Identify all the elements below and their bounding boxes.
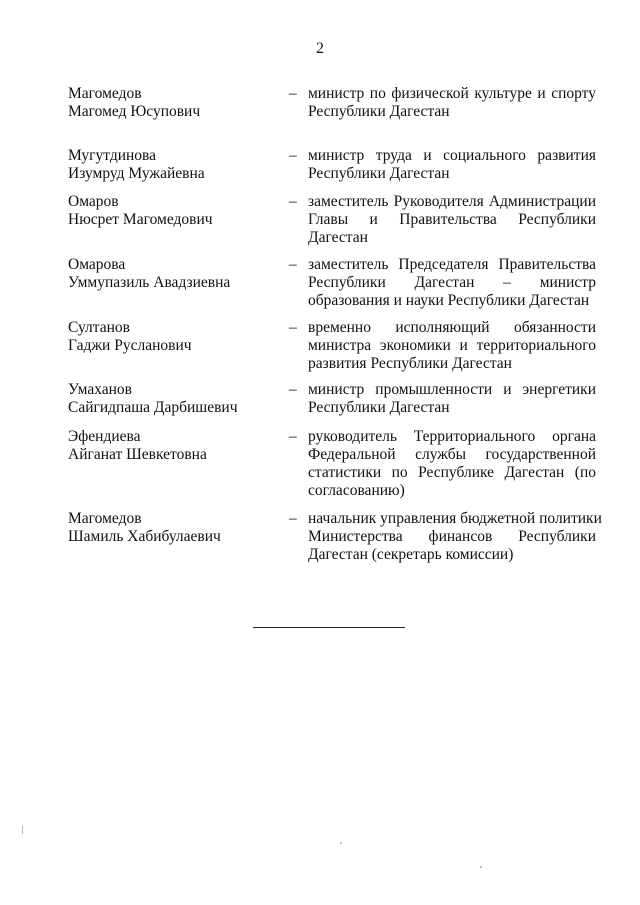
- page-number: 2: [316, 40, 324, 57]
- position-line: Дагестан (секретарь комиссии): [308, 546, 514, 563]
- member-surname: Магомедов: [68, 85, 142, 102]
- member-given-name: Уммупазиль Авадзиевна: [68, 274, 231, 291]
- member-surname: Султанов: [68, 319, 130, 336]
- member-given-name: Изумруд Мужайевна: [68, 165, 205, 182]
- scan-speck: [340, 842, 342, 844]
- position-line: Республики Дагестан: [308, 103, 450, 120]
- position-line: образования и науки Республики Дагестан: [308, 292, 590, 309]
- member-position: [308, 85, 596, 121]
- separator-dash: –: [289, 256, 297, 273]
- position-line: заместитель Председателя Правительства: [308, 256, 596, 273]
- position-line: статистики по Республике Дагестан (по: [308, 464, 596, 481]
- position-line: министр промышленности и энергетики: [308, 381, 596, 398]
- member-surname: Мугутдинова: [68, 147, 157, 164]
- member-given-name: Гаджи Русланович: [68, 337, 192, 354]
- member-surname: Эфендиева: [68, 428, 141, 445]
- position-line: Дагестан: [308, 229, 368, 246]
- member-name: [68, 85, 278, 121]
- position-line: начальник управления бюджетной политики: [308, 510, 602, 527]
- member-given-name: Сайгидпаша Дарбишевич: [68, 399, 238, 416]
- separator-dash: –: [289, 193, 297, 210]
- member-position: [308, 147, 596, 183]
- scan-speck: [22, 826, 23, 834]
- position-line: Республики Дагестан – министр: [308, 274, 596, 291]
- separator-dash: –: [289, 428, 297, 445]
- member-given-name: Шамиль Хабибулаевич: [68, 528, 221, 545]
- member-position: [308, 193, 596, 247]
- member-surname: Омаров: [68, 193, 119, 210]
- position-line: руководитель Территориального органа: [308, 428, 596, 445]
- member-position: [308, 510, 602, 564]
- member-surname: Омарова: [68, 256, 126, 273]
- separator-dash: –: [289, 319, 297, 336]
- member-surname: Умаханов: [68, 381, 132, 398]
- member-given-name: Магомед Юсупович: [68, 103, 201, 120]
- member-name: [68, 256, 278, 292]
- position-line: Главы и Правительства Республики: [308, 211, 596, 228]
- separator-dash: –: [289, 147, 297, 164]
- position-line: Республики Дагестан: [308, 165, 450, 182]
- position-line: Министерства финансов Республики: [308, 528, 596, 545]
- member-name: [68, 147, 278, 183]
- member-given-name: Айганат Шевкетовна: [68, 446, 207, 463]
- member-position: [308, 319, 596, 373]
- position-line: министр по физической культуре и спорту: [308, 85, 596, 102]
- member-name: [68, 319, 278, 355]
- position-line: согласованию): [308, 482, 405, 499]
- member-given-name: Нюсрет Магомедович: [68, 211, 213, 228]
- member-name: [68, 381, 278, 417]
- scan-speck: [480, 866, 482, 868]
- separator-dash: –: [289, 381, 297, 398]
- member-position: [308, 256, 596, 310]
- position-line: министр труда и социального развития: [308, 147, 596, 164]
- position-line: развития Республики Дагестан: [308, 355, 512, 372]
- separator-dash: –: [289, 510, 297, 527]
- closing-rule: [253, 627, 405, 628]
- position-line: временно исполняющий обязанности: [308, 319, 596, 336]
- member-name: [68, 428, 278, 464]
- member-name: [68, 510, 278, 546]
- position-line: министра экономики и территориального: [308, 337, 596, 354]
- member-surname: Магомедов: [68, 510, 142, 527]
- member-name: [68, 193, 278, 229]
- separator-dash: –: [289, 85, 297, 102]
- position-line: Республики Дагестан: [308, 399, 450, 416]
- position-line: заместитель Руководителя Администрации: [308, 193, 596, 210]
- position-line: Федеральной службы государственной: [308, 446, 596, 463]
- member-position: [308, 428, 596, 500]
- member-position: [308, 381, 596, 417]
